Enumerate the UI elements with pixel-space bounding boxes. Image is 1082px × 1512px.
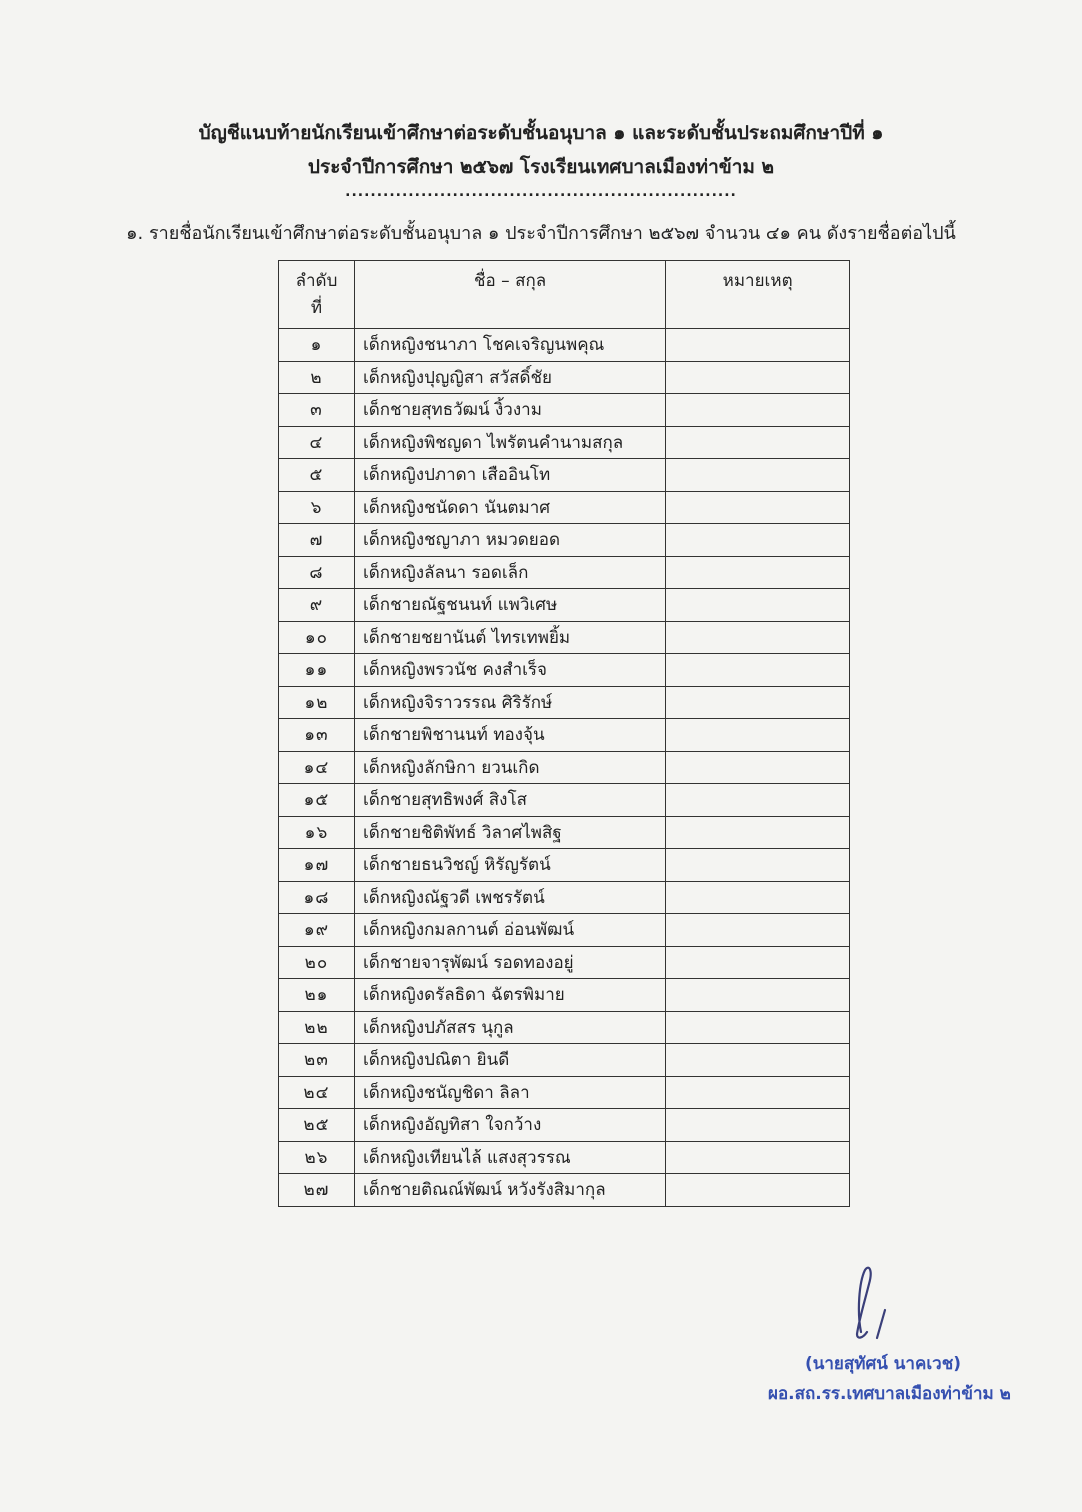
remark-cell bbox=[666, 329, 850, 362]
table-row bbox=[279, 394, 850, 427]
table-row bbox=[279, 1174, 850, 1207]
table-header-row bbox=[279, 261, 850, 329]
row-number-cell: ๒๕ bbox=[279, 1109, 355, 1142]
table-row bbox=[279, 426, 850, 459]
table-row bbox=[279, 589, 850, 622]
student-name-cell: เด็กหญิงจิราวรรณ ศิริรักษ์ bbox=[354, 686, 665, 719]
table-row bbox=[279, 459, 850, 492]
table-row bbox=[279, 1076, 850, 1109]
row-number-cell: ๒๖ bbox=[279, 1141, 355, 1174]
student-name-cell: เด็กชายชิติพัทธ์ วิลาศไพสิฐ bbox=[354, 816, 665, 849]
row-number-cell: ๑๑ bbox=[279, 654, 355, 687]
table-row bbox=[279, 1044, 850, 1077]
student-name-cell: เด็กชายชยานันต์ ไทรเทพยิ้ม bbox=[354, 621, 665, 654]
table-row bbox=[279, 524, 850, 557]
row-number-cell: ๑๓ bbox=[279, 719, 355, 752]
table-row bbox=[279, 1141, 850, 1174]
remark-cell bbox=[666, 1011, 850, 1044]
remark-cell bbox=[666, 719, 850, 752]
remark-cell bbox=[666, 686, 850, 719]
student-name-cell: เด็กหญิงปภาดา เสืออินโท bbox=[354, 459, 665, 492]
row-number-cell: ๒ bbox=[279, 361, 355, 394]
handwritten-signature bbox=[835, 1262, 905, 1342]
row-number-cell: ๒๒ bbox=[279, 1011, 355, 1044]
remark-cell bbox=[666, 491, 850, 524]
title-separator: .............................................................. bbox=[345, 184, 737, 200]
remark-cell bbox=[666, 1076, 850, 1109]
remark-cell bbox=[666, 1109, 850, 1142]
remark-cell bbox=[666, 524, 850, 557]
table-row bbox=[279, 719, 850, 752]
row-number-cell: ๒๔ bbox=[279, 1076, 355, 1109]
student-name-cell: เด็กชายติณณ์พัฒน์ หวังรังสิมากุล bbox=[354, 1174, 665, 1207]
student-list-table bbox=[278, 260, 850, 1207]
student-name-cell: เด็กหญิงปุญญิสา สวัสดิ์ชัย bbox=[354, 361, 665, 394]
row-number-cell: ๕ bbox=[279, 459, 355, 492]
table-row bbox=[279, 686, 850, 719]
student-name-cell: เด็กหญิงกมลกานต์ อ่อนพัฒน์ bbox=[354, 914, 665, 947]
row-number-cell: ๑๖ bbox=[279, 816, 355, 849]
student-name-cell: เด็กหญิงอัญทิสา ใจกว้าง bbox=[354, 1109, 665, 1142]
column-header-number: ลำดับ ที่ bbox=[279, 261, 355, 329]
table-row bbox=[279, 784, 850, 817]
student-name-cell: เด็กชายณัฐชนนท์ แพวิเศษ bbox=[354, 589, 665, 622]
remark-cell bbox=[666, 426, 850, 459]
row-number-cell: ๑๕ bbox=[279, 784, 355, 817]
table-row bbox=[279, 1011, 850, 1044]
row-number-cell: ๔ bbox=[279, 426, 355, 459]
remark-cell bbox=[666, 459, 850, 492]
student-name-cell: เด็กชายพิชานนท์ ทองจุ้น bbox=[354, 719, 665, 752]
remark-cell bbox=[666, 589, 850, 622]
student-name-cell: เด็กหญิงเทียนไล้ แสงสุวรรณ bbox=[354, 1141, 665, 1174]
row-number-cell: ๒๓ bbox=[279, 1044, 355, 1077]
row-number-cell: ๓ bbox=[279, 394, 355, 427]
row-number-cell: ๑๘ bbox=[279, 881, 355, 914]
student-name-cell: เด็กหญิงลัลนา รอดเล็ก bbox=[354, 556, 665, 589]
row-number-cell: ๗ bbox=[279, 524, 355, 557]
table-row bbox=[279, 849, 850, 882]
student-name-cell: เด็กหญิงชญาภา หมวดยอด bbox=[354, 524, 665, 557]
student-name-cell: เด็กหญิงดรัลธิดา ฉัตรพิมาย bbox=[354, 979, 665, 1012]
remark-cell bbox=[666, 784, 850, 817]
student-name-cell: เด็กหญิงลักษิกา ยวนเกิด bbox=[354, 751, 665, 784]
row-number-cell: ๑๒ bbox=[279, 686, 355, 719]
signatory-name: (นายสุทัศน์ นาคเวช) bbox=[805, 1354, 962, 1374]
table-row bbox=[279, 556, 850, 589]
row-number-cell: ๖ bbox=[279, 491, 355, 524]
remark-cell bbox=[666, 881, 850, 914]
remark-cell bbox=[666, 816, 850, 849]
student-name-cell: เด็กหญิงพรวนัช คงสำเร็จ bbox=[354, 654, 665, 687]
table-row bbox=[279, 946, 850, 979]
remark-cell bbox=[666, 979, 850, 1012]
remark-cell bbox=[666, 1174, 850, 1207]
remark-cell bbox=[666, 654, 850, 687]
student-name-cell: เด็กหญิงชนัญชิดา ลิลา bbox=[354, 1076, 665, 1109]
row-number-cell: ๒๑ bbox=[279, 979, 355, 1012]
table-row bbox=[279, 881, 850, 914]
table-body bbox=[279, 329, 850, 1207]
section-heading: ๑. รายชื่อนักเรียนเข้าศึกษาต่อระดับชั้นอนุบาล ๑ ประจำปีการศึกษา ๒๕๖๗ จำนวน ๔๑ คน ดังรายชื่อต่อไปนี้ bbox=[126, 223, 956, 244]
remark-cell bbox=[666, 394, 850, 427]
student-name-cell: เด็กชายธนวิชญ์ หิรัญรัตน์ bbox=[354, 849, 665, 882]
remark-cell bbox=[666, 1141, 850, 1174]
column-header-name: ชื่อ – สกุล bbox=[354, 261, 665, 329]
student-name-cell: เด็กชายจารุพัฒน์ รอดทองอยู่ bbox=[354, 946, 665, 979]
remark-cell bbox=[666, 751, 850, 784]
student-name-cell: เด็กหญิงปณิตา ยินดี bbox=[354, 1044, 665, 1077]
table-row bbox=[279, 491, 850, 524]
table-row bbox=[279, 621, 850, 654]
document-title-line1: บัญชีแนบท้ายนักเรียนเข้าศึกษาต่อระดับชั้นอนุบาล ๑ และระดับชั้นประถมศึกษาปีที่ ๑ bbox=[198, 122, 884, 144]
row-number-cell: ๑ bbox=[279, 329, 355, 362]
table-row bbox=[279, 979, 850, 1012]
document-title-line2: ประจำปีการศึกษา ๒๕๖๗ โรงเรียนเทศบาลเมืองท่าข้าม ๒ bbox=[307, 156, 775, 178]
table-row bbox=[279, 751, 850, 784]
row-number-cell: ๑๙ bbox=[279, 914, 355, 947]
remark-cell bbox=[666, 556, 850, 589]
table-row bbox=[279, 654, 850, 687]
signatory-position: ผอ.สถ.รร.เทศบาลเมืองท่าข้าม ๒ bbox=[768, 1384, 1011, 1404]
remark-cell bbox=[666, 849, 850, 882]
row-number-cell: ๑๗ bbox=[279, 849, 355, 882]
student-name-cell: เด็กหญิงชนัดดา นันตมาศ bbox=[354, 491, 665, 524]
table-row bbox=[279, 1109, 850, 1142]
row-number-cell: ๒๗ bbox=[279, 1174, 355, 1207]
student-name-cell: เด็กหญิงชนาภา โชคเจริญนพคุณ bbox=[354, 329, 665, 362]
row-number-cell: ๒๐ bbox=[279, 946, 355, 979]
row-number-cell: ๘ bbox=[279, 556, 355, 589]
row-number-cell: ๙ bbox=[279, 589, 355, 622]
table-row bbox=[279, 329, 850, 362]
remark-cell bbox=[666, 946, 850, 979]
table-row bbox=[279, 816, 850, 849]
column-header-remark: หมายเหตุ bbox=[666, 261, 850, 329]
student-name-cell: เด็กชายสุทธวัฒน์ งิ้วงาม bbox=[354, 394, 665, 427]
table-row bbox=[279, 361, 850, 394]
row-number-cell: ๑๔ bbox=[279, 751, 355, 784]
remark-cell bbox=[666, 914, 850, 947]
remark-cell bbox=[666, 621, 850, 654]
row-number-cell: ๑๐ bbox=[279, 621, 355, 654]
student-name-cell: เด็กหญิงพิชญดา ไพรัตนคำนามสกุล bbox=[354, 426, 665, 459]
student-name-cell: เด็กชายสุทธิพงศ์ สิงโส bbox=[354, 784, 665, 817]
table-row bbox=[279, 914, 850, 947]
student-name-cell: เด็กหญิงณัฐวดี เพชรรัตน์ bbox=[354, 881, 665, 914]
student-name-cell: เด็กหญิงปภัสสร นุกูล bbox=[354, 1011, 665, 1044]
remark-cell bbox=[666, 1044, 850, 1077]
remark-cell bbox=[666, 361, 850, 394]
